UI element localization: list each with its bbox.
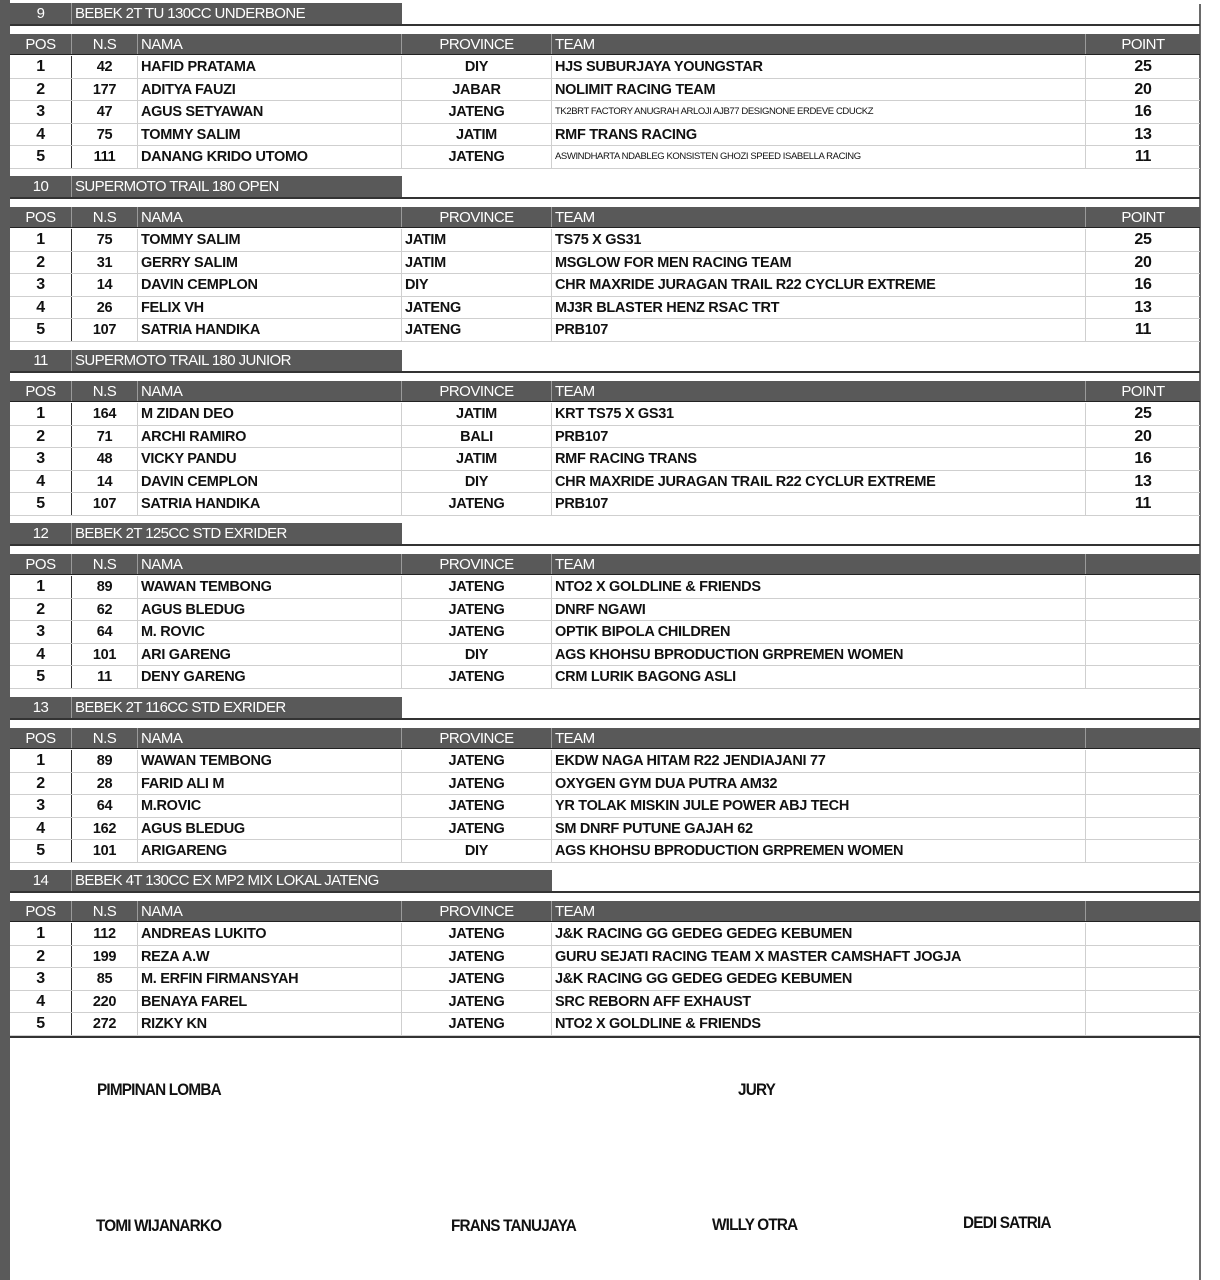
cell-ns: 107: [72, 319, 138, 341]
section-class-11: [10, 347, 1200, 520]
cell-point: 13: [1134, 125, 1152, 143]
cell-ns: 71: [72, 426, 138, 448]
cell-pos: 3: [10, 795, 72, 817]
cell-nama: REZA A.W: [138, 946, 402, 968]
section-title: SUPERMOTO TRAIL 180 JUNIOR: [75, 352, 291, 369]
cell-ns: 48: [72, 448, 138, 470]
table-row: [10, 146, 1200, 169]
section-title: BEBEK 2T 125CC STD EXRIDER: [75, 525, 287, 542]
results-table-body: [10, 576, 1200, 689]
cell-nama: GERRY SALIM: [138, 252, 402, 274]
cell-point: 16: [1134, 450, 1152, 468]
col-ns-header: N.S: [72, 901, 138, 921]
cell-province: JABAR: [402, 79, 552, 101]
section-class-13: [10, 694, 1200, 867]
cell-point: 11: [1134, 321, 1152, 339]
cell-nama: FARID ALI M: [138, 773, 402, 795]
cell-ns: 101: [72, 644, 138, 666]
cell-point: [1086, 750, 1200, 772]
jury-label: JURY: [738, 1080, 776, 1099]
cell-ns: 31: [72, 252, 138, 274]
table-row: [10, 56, 1200, 79]
cell-team: SRC REBORN AFF EXHAUST: [552, 991, 1086, 1013]
table-row: [10, 79, 1200, 102]
section-number: 9: [10, 3, 72, 24]
cell-province: JATENG: [402, 319, 552, 341]
cell-province: JATENG: [402, 818, 552, 840]
cell-point: 11: [1134, 495, 1152, 513]
cell-ns: 28: [72, 773, 138, 795]
col-nama-header: NAMA: [138, 207, 402, 227]
cell-point: 20: [1134, 253, 1152, 271]
cell-team: AGS KHOHSU BPRODUCTION GRPREMEN WOMEN: [552, 644, 1086, 666]
cell-province: JATENG: [402, 923, 552, 945]
cell-ns: 75: [72, 229, 138, 251]
table-row: [10, 644, 1200, 667]
cell-ns: 164: [72, 403, 138, 425]
cell-ns: 11: [72, 666, 138, 688]
jury-name-2: WILLY OTRA: [712, 1215, 798, 1234]
page-left-border: [0, 0, 10, 1280]
cell-province: JATENG: [402, 968, 552, 990]
col-province-header: PROVINCE: [402, 901, 552, 921]
cell-point: 13: [1134, 472, 1152, 490]
cell-team: OXYGEN GYM DUA PUTRA AM32: [552, 773, 1086, 795]
col-pos-header: POS: [10, 207, 72, 227]
cell-nama: BENAYA FAREL: [138, 991, 402, 1013]
cell-ns: 89: [72, 576, 138, 598]
cell-ns: 64: [72, 621, 138, 643]
cell-pos: 4: [10, 991, 72, 1013]
cell-ns: 89: [72, 750, 138, 772]
cell-pos: 4: [10, 471, 72, 493]
cell-ns: 85: [72, 968, 138, 990]
cell-team: TS75 X GS31: [552, 229, 1086, 251]
col-team-header: TEAM: [552, 554, 1086, 574]
cell-team: PRB107: [552, 319, 1086, 341]
section-header: [10, 870, 552, 891]
cell-nama: WAWAN TEMBONG: [138, 576, 402, 598]
cell-team: OPTIK BIPOLA CHILDREN: [552, 621, 1086, 643]
col-pos-header: POS: [10, 554, 72, 574]
cell-point: 25: [1134, 231, 1152, 248]
cell-pos: 3: [10, 448, 72, 470]
table-row: [10, 946, 1200, 969]
col-ns-header: N.S: [72, 728, 138, 748]
section-number: 12: [10, 523, 72, 544]
cell-team: NTO2 X GOLDLINE & FRIENDS: [552, 576, 1086, 598]
section-header: [10, 523, 402, 544]
table-row: [10, 968, 1200, 991]
section-title: SUPERMOTO TRAIL 180 OPEN: [75, 178, 279, 195]
cell-province: JATENG: [402, 297, 552, 319]
cell-pos: 1: [10, 403, 72, 425]
cell-team: PRB107: [552, 426, 1086, 448]
cell-pos: 2: [10, 79, 72, 101]
cell-province: JATENG: [402, 666, 552, 688]
cell-ns: 47: [72, 101, 138, 123]
cell-team: CRM LURIK BAGONG ASLI: [552, 666, 1086, 688]
divider: [10, 24, 1200, 26]
cell-point: 20: [1134, 80, 1152, 98]
section-class-14: [10, 867, 1200, 1040]
cell-ns: 162: [72, 818, 138, 840]
cell-province: DIY: [402, 274, 552, 296]
table-row: [10, 493, 1200, 516]
cell-ns: 75: [72, 124, 138, 146]
cell-pos: 4: [10, 818, 72, 840]
section-header: [10, 697, 402, 718]
cell-nama: ADITYA FAUZI: [138, 79, 402, 101]
race-director-name: TOMI WIJANARKO: [96, 1216, 222, 1235]
cell-team: HJS SUBURJAYA YOUNGSTAR: [552, 56, 1086, 78]
cell-team: PRB107: [552, 493, 1086, 515]
section-title: BEBEK 2T 116CC STD EXRIDER: [75, 699, 286, 716]
section-number: 14: [10, 870, 72, 891]
cell-point: 20: [1134, 427, 1152, 445]
cell-point: [1086, 666, 1200, 688]
cell-pos: 2: [10, 946, 72, 968]
column-header-row: [10, 554, 1200, 575]
cell-ns: 14: [72, 274, 138, 296]
cell-province: JATENG: [402, 773, 552, 795]
cell-team: YR TOLAK MISKIN JULE POWER ABJ TECH: [552, 795, 1086, 817]
cell-province: JATENG: [402, 493, 552, 515]
cell-province: JATIM: [402, 448, 552, 470]
cell-province: JATENG: [402, 576, 552, 598]
cell-province: JATIM: [402, 229, 552, 251]
cell-province: JATENG: [402, 795, 552, 817]
table-row: [10, 426, 1200, 449]
cell-nama: M ZIDAN DEO: [138, 403, 402, 425]
column-header-row: [10, 207, 1200, 228]
col-nama-header: NAMA: [138, 728, 402, 748]
cell-pos: 2: [10, 252, 72, 274]
cell-pos: 5: [10, 146, 72, 168]
section-title: BEBEK 2T TU 130CC UNDERBONE: [75, 5, 305, 22]
table-row: [10, 621, 1200, 644]
cell-pos: 4: [10, 644, 72, 666]
cell-province: JATENG: [402, 946, 552, 968]
column-header-row: [10, 901, 1200, 922]
cell-point: [1086, 923, 1200, 945]
cell-point: [1086, 818, 1200, 840]
table-row: [10, 840, 1200, 863]
divider: [10, 544, 1200, 546]
cell-nama: M. ROVIC: [138, 621, 402, 643]
column-header-row: [10, 728, 1200, 749]
cell-pos: 3: [10, 274, 72, 296]
cell-pos: 5: [10, 319, 72, 341]
cell-point: [1086, 795, 1200, 817]
cell-ns: 42: [72, 56, 138, 78]
col-point-header-empty: [1086, 901, 1200, 921]
cell-team: RMF RACING TRANS: [552, 448, 1086, 470]
col-point-header-empty: [1086, 728, 1200, 748]
cell-point: [1086, 773, 1200, 795]
cell-province: JATENG: [402, 1013, 552, 1035]
col-pos-header: POS: [10, 901, 72, 921]
cell-point: [1086, 576, 1200, 598]
table-row: [10, 229, 1200, 252]
col-nama-header: NAMA: [138, 381, 402, 401]
cell-point: [1086, 946, 1200, 968]
cell-nama: DAVIN CEMPLON: [138, 274, 402, 296]
cell-nama: M. ERFIN FIRMANSYAH: [138, 968, 402, 990]
cell-province: JATENG: [402, 599, 552, 621]
cell-nama: M.ROVIC: [138, 795, 402, 817]
jury-name-3: DEDI SATRIA: [963, 1213, 1051, 1232]
table-row: [10, 1013, 1200, 1036]
results-table-body: [10, 229, 1200, 342]
cell-nama: AGUS BLEDUG: [138, 599, 402, 621]
cell-team: EKDW NAGA HITAM R22 JENDIAJANI 77: [552, 750, 1086, 772]
col-pos-header: POS: [10, 34, 72, 54]
cell-ns: 272: [72, 1013, 138, 1035]
cell-point: [1086, 1013, 1200, 1035]
table-row: [10, 471, 1200, 494]
cell-pos: 1: [10, 923, 72, 945]
cell-nama: TOMMY SALIM: [138, 229, 402, 251]
cell-team: MJ3R BLASTER HENZ RSAC TRT: [552, 297, 1086, 319]
cell-nama: SATRIA HANDIKA: [138, 319, 402, 341]
cell-team: ASWINDHARTA NDABLEG KONSISTEN GHOZI SPEED ISABELLA RACING: [552, 146, 1086, 168]
cell-team: AGS KHOHSU BPRODUCTION GRPREMEN WOMEN: [552, 840, 1086, 862]
col-point-header-empty: [1086, 554, 1200, 574]
cell-pos: 5: [10, 493, 72, 515]
cell-team: KRT TS75 X GS31: [552, 403, 1086, 425]
cell-nama: ARCHI RAMIRO: [138, 426, 402, 448]
cell-point: 25: [1134, 405, 1152, 422]
cell-team: MSGLOW FOR MEN RACING TEAM: [552, 252, 1086, 274]
cell-ns: 107: [72, 493, 138, 515]
cell-province: JATENG: [402, 991, 552, 1013]
cell-province: JATENG: [402, 101, 552, 123]
table-row: [10, 448, 1200, 471]
cell-pos: 3: [10, 968, 72, 990]
jury-name-1: FRANS TANUJAYA: [451, 1216, 576, 1235]
cell-province: JATENG: [402, 621, 552, 643]
cell-nama: ARIGARENG: [138, 840, 402, 862]
cell-point: [1086, 991, 1200, 1013]
col-point-header: POINT: [1121, 209, 1165, 226]
cell-pos: 3: [10, 101, 72, 123]
cell-nama: VICKY PANDU: [138, 448, 402, 470]
cell-ns: 199: [72, 946, 138, 968]
cell-nama: FELIX VH: [138, 297, 402, 319]
cell-pos: 5: [10, 840, 72, 862]
col-nama-header: NAMA: [138, 34, 402, 54]
cell-team: J&K RACING GG GEDEG GEDEG KEBUMEN: [552, 968, 1086, 990]
section-header: [10, 176, 402, 197]
cell-point: 16: [1134, 276, 1152, 294]
cell-team: DNRF NGAWI: [552, 599, 1086, 621]
cell-point: [1086, 840, 1200, 862]
cell-ns: 64: [72, 795, 138, 817]
results-table-body: [10, 403, 1200, 516]
cell-team: CHR MAXRIDE JURAGAN TRAIL R22 CYCLUR EXTREME: [552, 471, 1086, 493]
cell-team: SM DNRF PUTUNE GAJAH 62: [552, 818, 1086, 840]
cell-nama: ARI GARENG: [138, 644, 402, 666]
col-ns-header: N.S: [72, 554, 138, 574]
table-row: [10, 319, 1200, 342]
cell-pos: 1: [10, 56, 72, 78]
table-row: [10, 403, 1200, 426]
col-ns-header: N.S: [72, 207, 138, 227]
cell-ns: 62: [72, 599, 138, 621]
section-number: 13: [10, 697, 72, 718]
table-row: [10, 795, 1200, 818]
cell-province: JATIM: [402, 124, 552, 146]
cell-point: [1086, 621, 1200, 643]
cell-nama: DANANG KRIDO UTOMO: [138, 146, 402, 168]
results-table-body: [10, 923, 1200, 1036]
cell-province: BALI: [402, 426, 552, 448]
cell-province: DIY: [402, 840, 552, 862]
table-row: [10, 923, 1200, 946]
cell-ns: 26: [72, 297, 138, 319]
cell-province: DIY: [402, 471, 552, 493]
col-pos-header: POS: [10, 728, 72, 748]
section-class-9: [10, 0, 1200, 173]
table-row: [10, 666, 1200, 689]
cell-pos: 5: [10, 1013, 72, 1035]
cell-team: CHR MAXRIDE JURAGAN TRAIL R22 CYCLUR EXTREME: [552, 274, 1086, 296]
section-header: [10, 3, 402, 24]
cell-nama: WAWAN TEMBONG: [138, 750, 402, 772]
cell-team: GURU SEJATI RACING TEAM X MASTER CAMSHAFT JOGJA: [552, 946, 1086, 968]
table-row: [10, 576, 1200, 599]
col-team-header: TEAM: [552, 901, 1086, 921]
cell-point: [1086, 968, 1200, 990]
table-row: [10, 124, 1200, 147]
cell-point: 13: [1134, 298, 1152, 316]
cell-pos: 2: [10, 426, 72, 448]
col-team-header: TEAM: [552, 34, 1086, 54]
cell-team: NTO2 X GOLDLINE & FRIENDS: [552, 1013, 1086, 1035]
cell-team: J&K RACING GG GEDEG GEDEG KEBUMEN: [552, 923, 1086, 945]
col-nama-header: NAMA: [138, 901, 402, 921]
cell-point: [1086, 599, 1200, 621]
col-province-header: PROVINCE: [402, 728, 552, 748]
col-province-header: PROVINCE: [402, 34, 552, 54]
cell-nama: SATRIA HANDIKA: [138, 493, 402, 515]
cell-team: NOLIMIT RACING TEAM: [552, 79, 1086, 101]
cell-province: JATENG: [402, 750, 552, 772]
cell-nama: AGUS SETYAWAN: [138, 101, 402, 123]
divider: [10, 197, 1200, 199]
section-title: BEBEK 4T 130CC EX MP2 MIX LOKAL JATENG: [75, 872, 379, 889]
cell-nama: RIZKY KN: [138, 1013, 402, 1035]
results-table-body: [10, 56, 1200, 169]
col-team-header: TEAM: [552, 207, 1086, 227]
table-row: [10, 818, 1200, 841]
cell-nama: ANDREAS LUKITO: [138, 923, 402, 945]
table-row: [10, 274, 1200, 297]
cell-pos: 1: [10, 229, 72, 251]
cell-ns: 101: [72, 840, 138, 862]
divider: [10, 718, 1200, 720]
cell-pos: 2: [10, 773, 72, 795]
col-point-header: POINT: [1121, 36, 1165, 53]
cell-nama: TOMMY SALIM: [138, 124, 402, 146]
divider: [10, 371, 1200, 373]
col-province-header: PROVINCE: [402, 554, 552, 574]
section-number: 11: [10, 350, 72, 371]
cell-ns: 177: [72, 79, 138, 101]
col-pos-header: POS: [10, 381, 72, 401]
col-point-header: POINT: [1121, 383, 1165, 400]
cell-point: 16: [1134, 103, 1152, 121]
cell-point: [1086, 644, 1200, 666]
cell-team: RMF TRANS RACING: [552, 124, 1086, 146]
cell-ns: 111: [72, 146, 138, 168]
table-row: [10, 297, 1200, 320]
race-director-label: PIMPINAN LOMBA: [97, 1080, 221, 1099]
table-row: [10, 991, 1200, 1014]
table-row: [10, 599, 1200, 622]
results-table-body: [10, 750, 1200, 863]
cell-nama: AGUS BLEDUG: [138, 818, 402, 840]
cell-province: DIY: [402, 644, 552, 666]
section-class-10: [10, 173, 1200, 346]
col-province-header: PROVINCE: [402, 381, 552, 401]
cell-province: JATENG: [402, 146, 552, 168]
col-team-header: TEAM: [552, 381, 1086, 401]
col-province-header: PROVINCE: [402, 207, 552, 227]
col-ns-header: N.S: [72, 381, 138, 401]
column-header-row: [10, 381, 1200, 402]
table-bottom-border: [10, 1036, 1200, 1038]
section-class-12: [10, 520, 1200, 693]
cell-pos: 5: [10, 666, 72, 688]
cell-ns: 14: [72, 471, 138, 493]
cell-point: 11: [1134, 148, 1152, 166]
col-nama-header: NAMA: [138, 554, 402, 574]
cell-province: DIY: [402, 56, 552, 78]
cell-ns: 112: [72, 923, 138, 945]
section-header: [10, 350, 402, 371]
cell-province: JATIM: [402, 252, 552, 274]
cell-pos: 1: [10, 576, 72, 598]
cell-pos: 3: [10, 621, 72, 643]
cell-pos: 4: [10, 297, 72, 319]
col-team-header: TEAM: [552, 728, 1086, 748]
cell-pos: 2: [10, 599, 72, 621]
table-row: [10, 750, 1200, 773]
table-row: [10, 252, 1200, 275]
cell-pos: 1: [10, 750, 72, 772]
cell-pos: 4: [10, 124, 72, 146]
cell-province: JATIM: [402, 403, 552, 425]
table-row: [10, 773, 1200, 796]
cell-nama: HAFID PRATAMA: [138, 56, 402, 78]
column-header-row: [10, 34, 1200, 55]
col-ns-header: N.S: [72, 34, 138, 54]
cell-point: 25: [1134, 58, 1152, 75]
section-number: 10: [10, 176, 72, 197]
cell-team: TK2BRT FACTORY ANUGRAH ARLOJI AJB77 DESIGNONE ERDEVE CDUCKZ: [552, 101, 1086, 123]
divider: [10, 891, 1200, 893]
table-row: [10, 101, 1200, 124]
cell-nama: DENY GARENG: [138, 666, 402, 688]
cell-ns: 220: [72, 991, 138, 1013]
cell-nama: DAVIN CEMPLON: [138, 471, 402, 493]
